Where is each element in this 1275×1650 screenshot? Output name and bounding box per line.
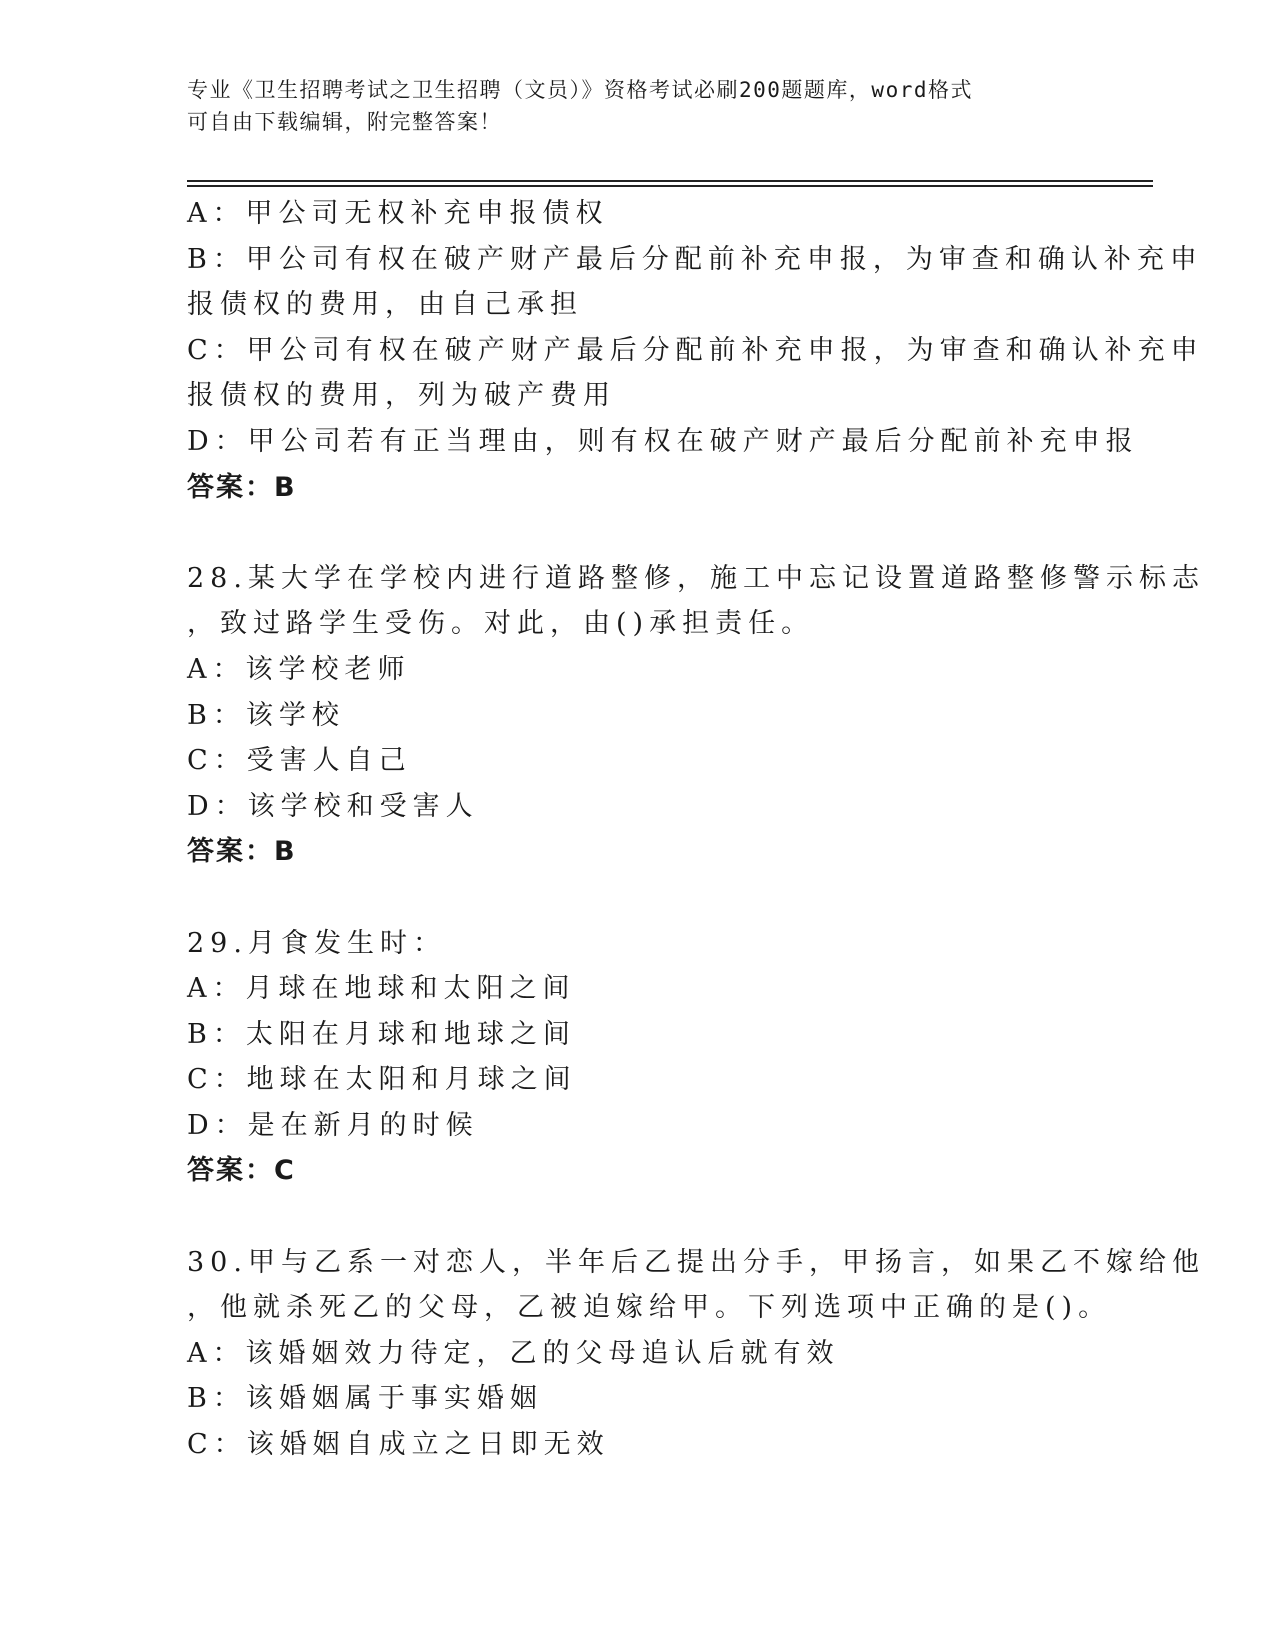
spacer <box>187 875 1087 921</box>
option-d: D：是在新月的时候 <box>187 1109 479 1141</box>
question-30 <box>187 1240 1205 1468</box>
option-a: A：甲公司无权补充申报债权 <box>187 198 609 229</box>
option-c: C：该婚姻自成立之日即无效 <box>187 1429 610 1461</box>
header-line-2: 可自由下载编辑，附完整答案！ <box>187 110 502 134</box>
question-stem-line-1: 30.甲与乙系一对恋人，半年后乙提出分手，甲扬言，如果乙不嫁给他 <box>187 1246 1205 1278</box>
option-c: C：地球在太阳和月球之间 <box>187 1064 577 1096</box>
option-b: B：太阳在月球和地球之间 <box>187 1018 576 1050</box>
question-stem-line-2: ，致过路学生受伤。对此，由()承担责任。 <box>187 608 815 640</box>
option-b-line-1: B：甲公司有权在破产财产最后分配前补充申报，为审查和确认补充申 <box>187 243 1203 275</box>
question-stem-line-1: 28.某大学在学校内进行道路整修，施工中忘记设置道路整修警示标志 <box>187 562 1205 594</box>
header-divider-bottom <box>187 185 1153 187</box>
question-stem: 29.月食发生时： <box>187 927 446 959</box>
option-d: D：甲公司若有正当理由，则有权在破产财产最后分配前补充申报 <box>187 425 1139 457</box>
option-b: B：该婚姻属于事实婚姻 <box>187 1383 543 1415</box>
question-content <box>187 191 1205 1468</box>
option-c-line-2: 报债权的费用，列为破产费用 <box>187 380 616 412</box>
document-header <box>187 74 1067 138</box>
option-a: A：该学校老师 <box>187 653 411 685</box>
option-d: D：该学校和受害人 <box>187 790 479 822</box>
spacer <box>187 1194 1087 1240</box>
header-line-1: 专业《卫生招聘考试之卫生招聘（文员）》资格考试必刷200题题库，word格式 <box>187 78 973 102</box>
option-c-line-1: C：甲公司有权在破产财产最后分配前补充申报，为审查和确认补充申 <box>187 334 1204 366</box>
answer: 答案：B <box>187 836 297 868</box>
spacer <box>187 510 1087 556</box>
question-stem-line-2: ，他就杀死乙的父母，乙被迫嫁给甲。下列选项中正确的是()。 <box>187 1292 1112 1324</box>
option-c: C：受害人自己 <box>187 745 412 777</box>
option-a: A：该婚姻效力待定，乙的父母追认后就有效 <box>187 1337 840 1369</box>
question-28 <box>187 556 1205 875</box>
option-a: A：月球在地球和太阳之间 <box>187 973 576 1005</box>
question-27 <box>187 191 1204 510</box>
option-b-line-2: 报债权的费用，由自己承担 <box>187 289 583 321</box>
header-divider-top <box>187 180 1153 182</box>
option-b: B：该学校 <box>187 699 345 731</box>
answer: 答案：B <box>187 471 297 503</box>
answer: 答案：C <box>187 1155 296 1187</box>
question-29 <box>187 921 1087 1195</box>
